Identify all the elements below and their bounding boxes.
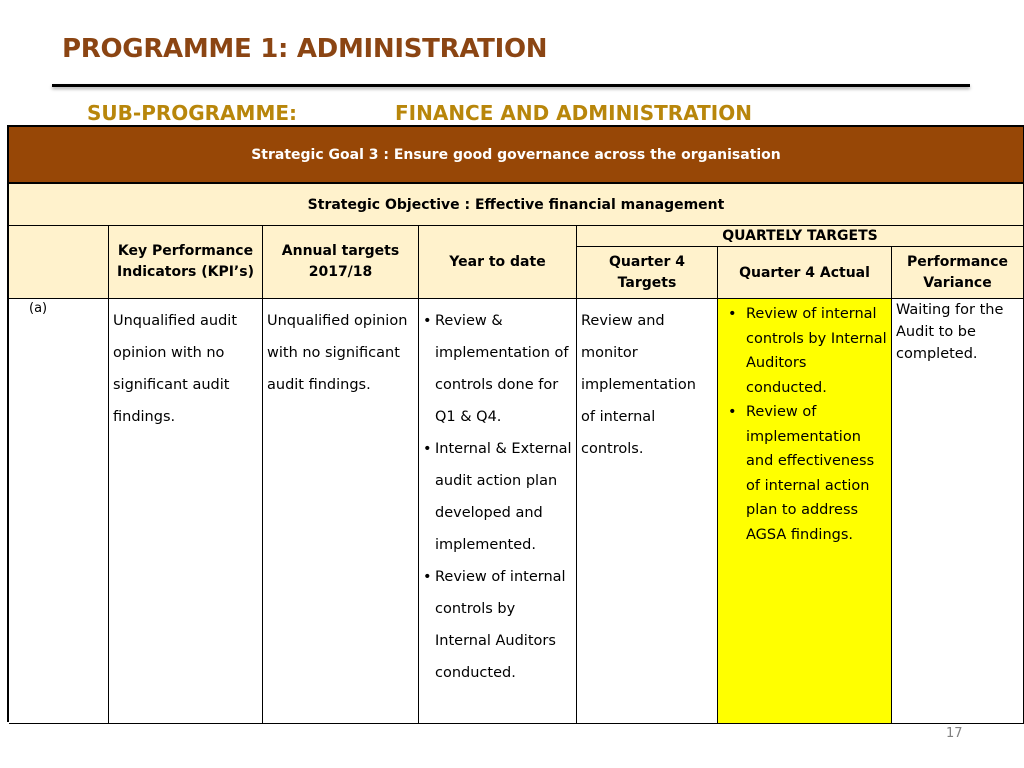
subprogramme-label: SUB-PROGRAMME:	[87, 101, 298, 125]
q4-targets-cell: Review and monitor implementation of internal controls.	[577, 299, 718, 724]
header-performance-variance: Performance Variance	[892, 247, 1024, 299]
page-number: 17	[946, 726, 963, 741]
ytd-item: • Review of internal controls by Internal Auditors conducted.	[423, 561, 572, 689]
header-blank-cell	[9, 226, 109, 299]
q4-actual-cell	[718, 299, 892, 724]
annual-target-cell: Unqualified opinion with no significant audit findings.	[263, 299, 419, 724]
header-annual-targets: Annual targets 2017/18	[263, 226, 419, 299]
row-label: (a)	[9, 299, 109, 724]
performance-variance-cell: Waiting for the Audit to be completed.	[892, 299, 1024, 724]
strategic-goal-row: Strategic Goal 3 : Ensure good governance across the organisation	[9, 127, 1024, 184]
header-kpi: Key Performance Indicators (KPI’s)	[109, 226, 263, 299]
performance-table	[7, 125, 1024, 722]
header-q4-targets: Quarter 4 Targets	[577, 247, 718, 299]
year-to-date-cell	[419, 299, 577, 724]
ytd-item: • Review & implementation of controls done for Q1 & Q4.	[423, 305, 572, 433]
q4-actual-item: • Review of implementation and effectiveness of internal action plan to address AGSA findings.	[722, 400, 887, 547]
strategic-objective-row: Strategic Objective : Effective financial management	[9, 184, 1024, 226]
header-quarterly-targets: QUARTELY TARGETS	[577, 226, 1024, 247]
kpi-cell: Unqualified audit opinion with no significant audit findings.	[109, 299, 263, 724]
title-divider	[52, 84, 970, 87]
header-q4-actual: Quarter 4 Actual	[718, 247, 892, 299]
ytd-item: • Internal & External audit action plan developed and implemented.	[423, 433, 572, 561]
q4-actual-item: • Review of internal controls by Internal Auditors conducted.	[722, 302, 887, 400]
header-year-to-date: Year to date	[419, 226, 577, 299]
subprogramme-value: FINANCE AND ADMINISTRATION	[395, 101, 752, 125]
page-title: PROGRAMME 1: ADMINISTRATION	[62, 34, 548, 64]
